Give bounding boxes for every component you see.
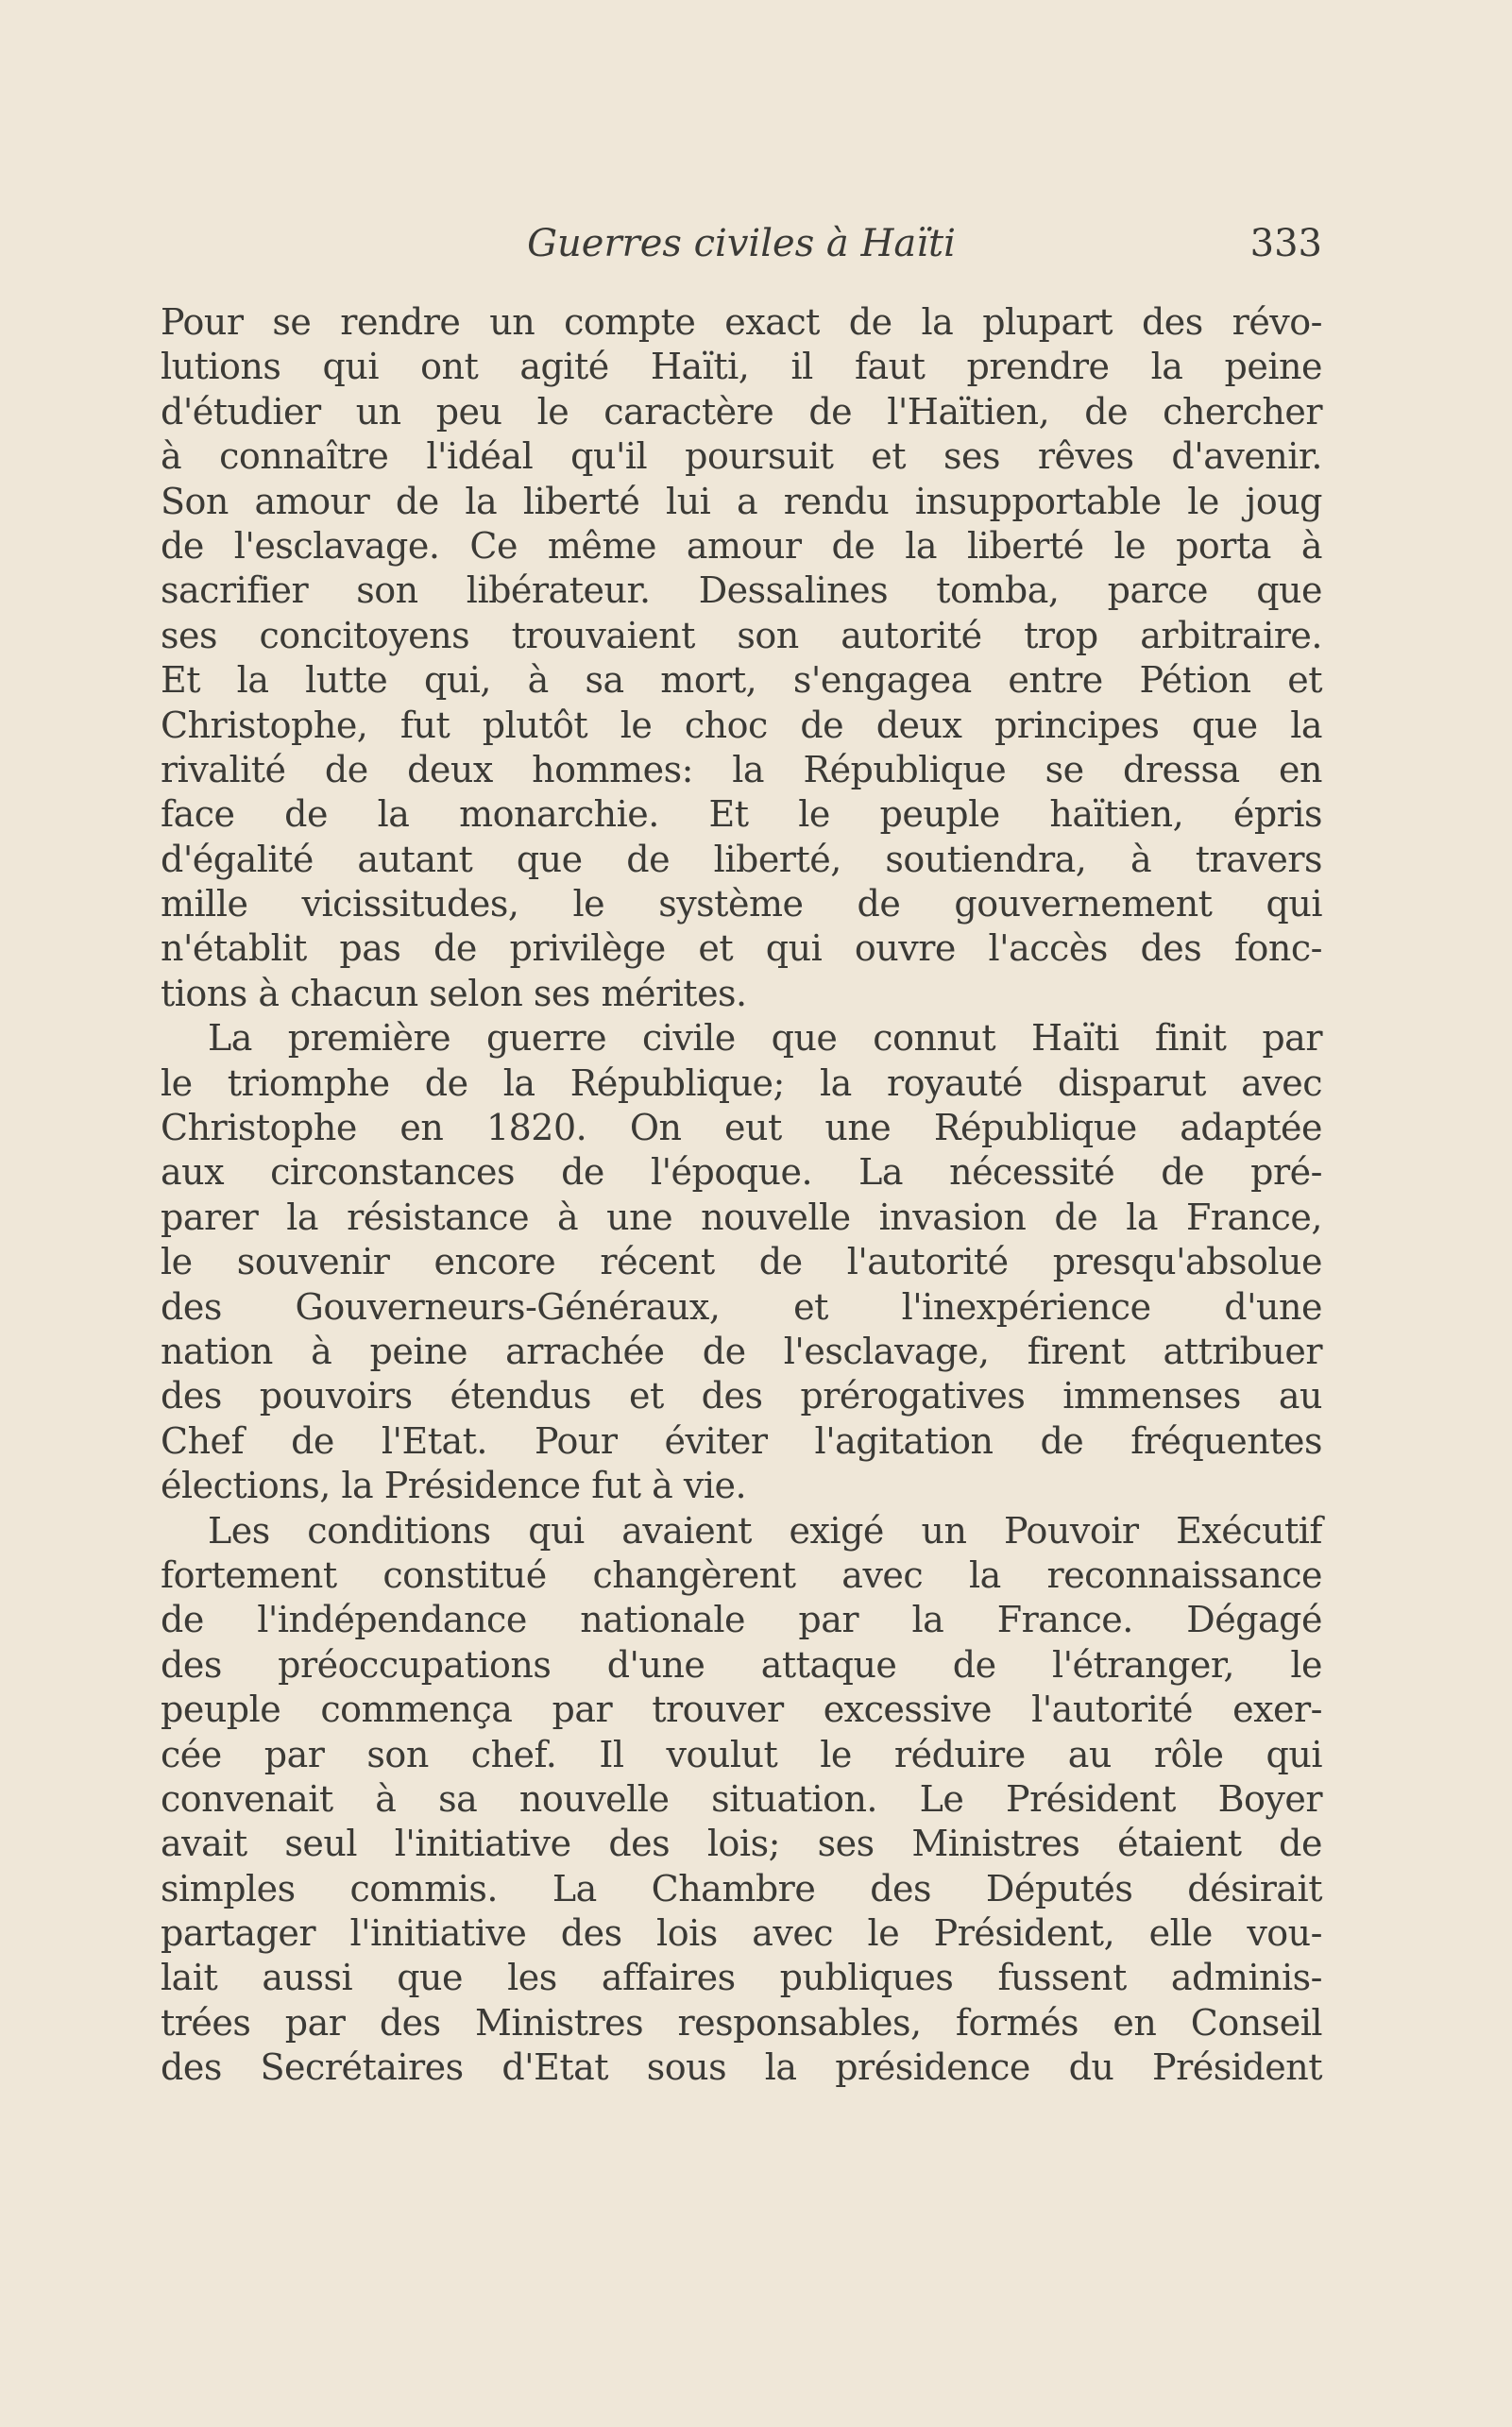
text-line: Chef de l'Etat. Pour éviter l'agitation de fréquentes: [161, 1419, 1322, 1462]
text-line: Christophe, fut plutôt le choc de deux principes que la: [161, 704, 1322, 746]
text-line: parer la résistance à une nouvelle invasion de la France,: [161, 1196, 1322, 1238]
text-line: aux circonstances de l'époque. La nécessité de pré-: [161, 1151, 1322, 1194]
running-head: [161, 215, 1322, 272]
text-line: le triomphe de la République; la royauté disparut avec: [161, 1061, 1322, 1104]
text-line: Les conditions qui avaient exigé un Pouvoir Exécutif: [208, 1509, 1322, 1552]
text-line: le souvenir encore récent de l'autorité presqu'absolue: [161, 1241, 1322, 1283]
text-line: d'égalité autant que de liberté, soutiendra, à travers: [161, 838, 1322, 880]
text-line: fortement constitué changèrent avec la reconnaissance: [161, 1553, 1322, 1596]
text-line: simples commis. La Chambre des Députés désirait: [161, 1867, 1322, 1909]
text-line: des Secrétaires d'Etat sous la présidence du Président: [161, 2046, 1322, 2089]
text-line: nation à peine arrachée de l'esclavage, firent attribuer: [161, 1330, 1322, 1372]
text-line: Et la lutte qui, à sa mort, s'engagea entre Pétion et: [161, 659, 1322, 702]
text-line: Son amour de la liberté lui a rendu insupportable le joug: [161, 480, 1322, 522]
text-line: peuple commença par trouver excessive l'autorité exer-: [161, 1689, 1322, 1731]
chapter-title: Guerres civiles à Haïti: [527, 222, 956, 265]
text-line: des Gouverneurs-Généraux, et l'inexpérience d'une: [161, 1285, 1322, 1328]
text-line: de l'esclavage. Ce même amour de la liberté le porta à: [161, 524, 1322, 567]
text-line: Christophe en 1820. On eut une République adaptée: [161, 1107, 1322, 1149]
text-line: tions à chacun selon ses mérites.: [161, 972, 747, 1014]
text-line: des pouvoirs étendus et des prérogatives immenses au: [161, 1375, 1322, 1417]
text-line: La première guerre civile que connut Haïti finit par: [208, 1017, 1322, 1060]
text-line: rivalité de deux hommes: la République se dressa en: [161, 748, 1322, 790]
text-line: d'étudier un peu le caractère de l'Haïtien, de chercher: [161, 390, 1322, 433]
text-line: trées par des Ministres responsables, formés en Conseil: [161, 2001, 1322, 2044]
page-number: 333: [1249, 222, 1322, 265]
text-line: de l'indépendance nationale par la France. Dégagé: [161, 1599, 1322, 1641]
text-line: des préoccupations d'une attaque de l'étranger, le: [161, 1643, 1322, 1686]
text-line: avait seul l'initiative des lois; ses Ministres étaient de: [161, 1823, 1322, 1865]
text-line: Pour se rendre un compte exact de la plupart des révo-: [161, 301, 1322, 343]
text-line: cée par son chef. Il voulut le réduire au rôle qui: [161, 1733, 1322, 1775]
body-text: [161, 300, 1322, 2091]
text-line: à connaître l'idéal qu'il poursuit et ses rêves d'avenir.: [161, 435, 1322, 478]
text-line: lait aussi que les affaires publiques fussent adminis-: [161, 1957, 1322, 1999]
text-line: élections, la Présidence fut à vie.: [161, 1465, 747, 1507]
text-line: n'établit pas de privilège et qui ouvre l'accès des fonc-: [161, 927, 1322, 970]
text-line: lutions qui ont agité Haïti, il faut prendre la peine: [161, 346, 1322, 388]
text-line: face de la monarchie. Et le peuple haïtien, épris: [161, 793, 1322, 836]
text-line: sacrifier son libérateur. Dessalines tomba, parce que: [161, 569, 1322, 612]
text-line: convenait à sa nouvelle situation. Le Président Boyer: [161, 1777, 1322, 1820]
text-line: ses concitoyens trouvaient son autorité trop arbitraire.: [161, 614, 1322, 656]
text-line: partager l'initiative des lois avec le Président, elle vou-: [161, 1912, 1322, 1955]
text-line: mille vicissitudes, le système de gouvernement qui: [161, 883, 1322, 925]
